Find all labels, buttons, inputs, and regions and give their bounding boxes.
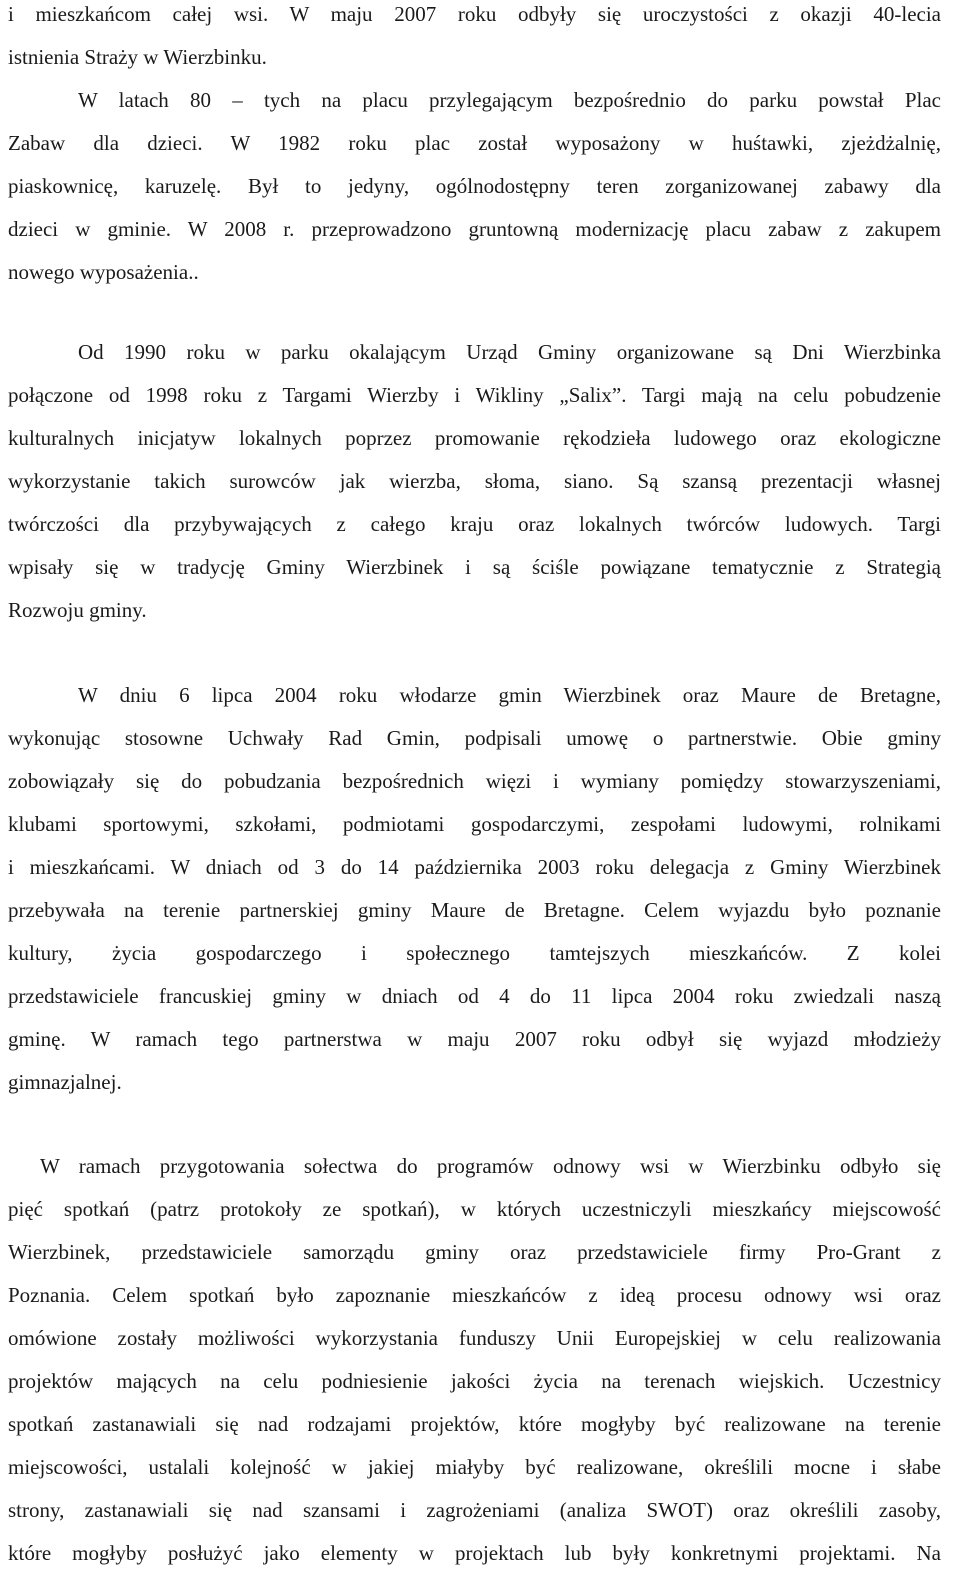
text-line: Wierzbinek, przedstawiciele samorządu gminy oraz przedstawiciele firmy Pro-Grant z [8, 1240, 941, 1264]
text-line: połączone od 1998 roku z Targami Wierzby i Wikliny „Salix”. Targi mają na celu pobudzenie [8, 383, 941, 407]
text-line: Zabaw dla dzieci. W 1982 roku plac został wyposażony w huśtawki, zjeżdżalnię, [8, 131, 941, 155]
text-line: W ramach przygotowania sołectwa do programów odnowy wsi w Wierzbinku odbyło się [40, 1154, 941, 1178]
text-line: i mieszkańcami. W dniach od 3 do 14 października 2003 roku delegacja z Gminy Wierzbinek [8, 855, 941, 879]
text-line: gimnazjalnej. [8, 1070, 122, 1094]
text-line: i mieszkańcom całej wsi. W maju 2007 roku odbyły się uroczystości z okazji 40-lecia [8, 2, 941, 26]
text-line: Od 1990 roku w parku okalającym Urząd Gminy organizowane są Dni Wierzbinka [78, 340, 941, 364]
text-line: nowego wyposażenia.. [8, 260, 199, 284]
text-line: twórczości dla przybywających z całego kraju oraz lokalnych twórców ludowych. Targi [8, 512, 941, 536]
text-line: pięć spotkań (patrz protokoły ze spotkań), w których uczestniczyli mieszkańcy miejscowość [8, 1197, 941, 1221]
text-line: które mogłyby posłużyć jako elementy w projektach lub były konkretnymi projektami. Na [8, 1541, 941, 1565]
text-line: wpisały się w tradycję Gminy Wierzbinek i są ściśle powiązane tematycznie z Strategią [8, 555, 941, 579]
text-line: Rozwoju gminy. [8, 598, 147, 622]
text-line: istnienia Straży w Wierzbinku. [8, 45, 267, 69]
text-line: przedstawiciele francuskiej gminy w dniach od 4 do 11 lipca 2004 roku zwiedzali naszą [8, 984, 941, 1008]
text-line: klubami sportowymi, szkołami, podmiotami gospodarczymi, zespołami ludowymi, rolnikami [8, 812, 941, 836]
text-line: W dniu 6 lipca 2004 roku włodarze gmin Wierzbinek oraz Maure de Bretagne, [78, 683, 941, 707]
text-line: gminę. W ramach tego partnerstwa w maju 2007 roku odbył się wyjazd młodzieży [8, 1027, 941, 1051]
text-line: wykorzystanie takich surowców jak wierzba, słoma, siano. Są szansą prezentacji własnej [8, 469, 941, 493]
text-line: strony, zastanawiali się nad szansami i zagrożeniami (analiza SWOT) oraz określili zasoby, [8, 1498, 941, 1522]
text-line: zobowiązały się do pobudzania bezpośrednich więzi i wymiany pomiędzy stowarzyszeniami, [8, 769, 941, 793]
text-line: omówione zostały możliwości wykorzystania funduszy Unii Europejskiej w celu realizowania [8, 1326, 941, 1350]
text-line: piaskownicę, karuzelę. Był to jedyny, ogólnodostępny teren zorganizowanej zabawy dla [8, 174, 941, 198]
text-line: Poznania. Celem spotkań było zapoznanie mieszkańców z ideą procesu odnowy wsi oraz [8, 1283, 941, 1307]
text-line: projektów mających na celu podniesienie jakości życia na terenach wiejskich. Uczestnicy [8, 1369, 941, 1393]
text-line: kultury, życia gospodarczego i społecznego tamtejszych mieszkańców. Z kolei [8, 941, 941, 965]
text-line: kulturalnych inicjatyw lokalnych poprzez promowanie rękodzieła ludowego oraz ekologiczne [8, 426, 941, 450]
text-line: W latach 80 – tych na placu przylegającym bezpośrednio do parku powstał Plac [78, 88, 941, 112]
text-line: miejscowości, ustalali kolejność w jakiej miałyby być realizowane, określili mocne i słabe [8, 1455, 941, 1479]
text-line: wykonując stosowne Uchwały Rad Gmin, podpisali umowę o partnerstwie. Obie gminy [8, 726, 941, 750]
text-line: przebywała na terenie partnerskiej gminy Maure de Bretagne. Celem wyjazdu było poznanie [8, 898, 941, 922]
text-line: dzieci w gminie. W 2008 r. przeprowadzono gruntowną modernizację placu zabaw z zakupem [8, 217, 941, 241]
text-line: spotkań zastanawiali się nad rodzajami projektów, które mogłyby być realizowane na terenie [8, 1412, 941, 1436]
